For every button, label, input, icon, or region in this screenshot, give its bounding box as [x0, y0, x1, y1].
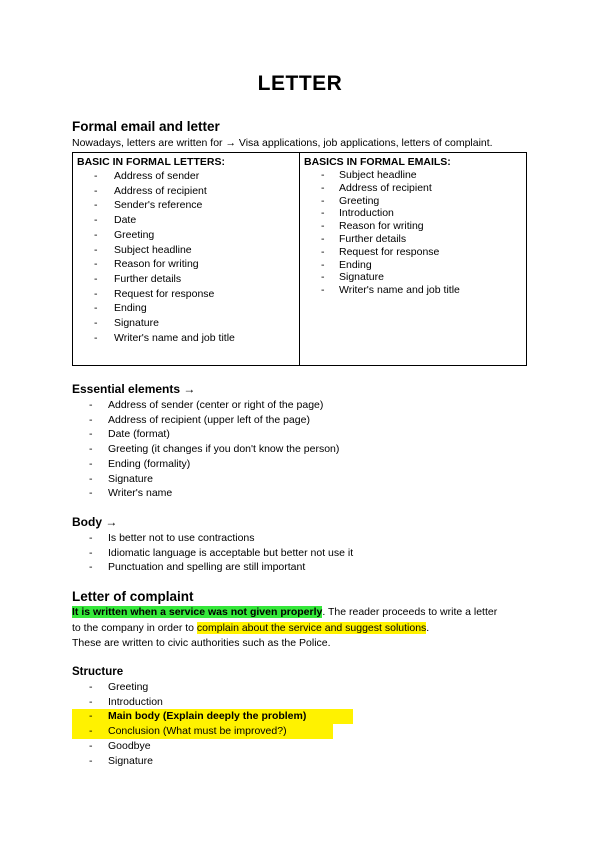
- essential-list: [72, 398, 339, 501]
- list-item: - Idiomatic language is acceptable but better not use it: [72, 546, 353, 561]
- body-list: [72, 531, 353, 575]
- list-item: - Request for response: [77, 287, 295, 302]
- list-item: - Signature: [77, 316, 295, 331]
- list-item: - Ending: [304, 259, 522, 272]
- letters-column: [73, 153, 300, 366]
- list-item: - Address of recipient: [77, 184, 295, 199]
- formal-heading: Formal email and letter: [72, 119, 220, 134]
- emails-column: [300, 153, 527, 366]
- list-item: - Subject headline: [304, 169, 522, 182]
- list-item: - Greeting: [77, 228, 295, 243]
- list-item: - Is better not to use contractions: [72, 531, 353, 546]
- highlight-yellow: complain about the service and suggest solutions: [196, 622, 427, 634]
- formal-intro: Nowadays, letters are written for → Visa applications, job applications, letters of complaint.: [72, 137, 493, 149]
- structure-list: [72, 680, 353, 768]
- list-item: - Introduction: [304, 207, 522, 220]
- complaint-line-2: [72, 622, 429, 634]
- list-item-highlighted: [72, 724, 333, 739]
- text-span: Main body (Explain deeply the problem): [108, 710, 307, 723]
- list-item: - Subject headline: [77, 243, 295, 258]
- list-item: - Date (format): [72, 427, 339, 442]
- emails-column-heading: BASICS IN FORMAL EMAILS:: [304, 156, 451, 168]
- text-span: Signature: [108, 754, 153, 767]
- text-span: .: [426, 622, 430, 634]
- list-item: - Reason for writing: [304, 220, 522, 233]
- list-item: - Address of sender: [77, 169, 295, 184]
- text-span: Greeting: [108, 681, 149, 693]
- letters-column-heading: BASIC IN FORMAL LETTERS:: [77, 156, 225, 168]
- list-item: - Reason for writing: [77, 257, 295, 272]
- list-item: - Punctuation and spelling are still important: [72, 560, 353, 575]
- list-item: - Greeting: [304, 195, 522, 208]
- text-span: Goodbye: [108, 739, 151, 752]
- list-item: - Signature: [304, 271, 522, 284]
- list-item: - Writer's name and job title: [304, 284, 522, 297]
- list-item: - Ending (formality): [72, 457, 339, 472]
- list-item: - Sender's reference: [77, 198, 295, 213]
- essential-heading: Essential elements →: [72, 382, 196, 396]
- highlight-green: It is written when a service was not given properly: [72, 606, 323, 618]
- list-item: [72, 695, 353, 710]
- list-item: - Request for response: [304, 246, 522, 259]
- list-item: [72, 680, 353, 695]
- text-span: . The reader proceeds to write a letter: [322, 606, 498, 618]
- list-item: - Further details: [77, 272, 295, 287]
- body-heading: Body →: [72, 515, 118, 529]
- list-item: - Date: [77, 213, 295, 228]
- structure-heading: Structure: [72, 666, 124, 678]
- basics-table: [72, 152, 527, 366]
- complaint-heading: Letter of complaint: [72, 589, 194, 604]
- letters-list: [77, 169, 295, 345]
- complaint-line-1: [72, 606, 497, 618]
- text-span: Introduction: [108, 695, 163, 708]
- list-item: - Writer's name and job title: [77, 331, 295, 346]
- list-item: - Address of recipient: [304, 182, 522, 195]
- complaint-line-3: These are written to civic authorities such as the Police.: [72, 637, 331, 649]
- list-item-highlighted: [72, 709, 353, 724]
- text-span: Conclusion (What must be improved?): [108, 725, 287, 738]
- list-item: - Greeting (it changes if you don't know the person): [72, 442, 339, 457]
- list-item: - Writer's name: [72, 486, 339, 501]
- page-title: LETTER: [257, 72, 343, 95]
- list-item: - Ending: [77, 301, 295, 316]
- list-item: - Further details: [304, 233, 522, 246]
- list-item: - Address of sender (center or right of the page): [72, 398, 339, 413]
- list-item: - Signature: [72, 472, 339, 487]
- list-item: [72, 739, 353, 754]
- text-span: to the company in order to: [72, 622, 197, 634]
- emails-list: [304, 169, 522, 297]
- list-item: [72, 754, 353, 769]
- list-item: - Address of recipient (upper left of the page): [72, 413, 339, 428]
